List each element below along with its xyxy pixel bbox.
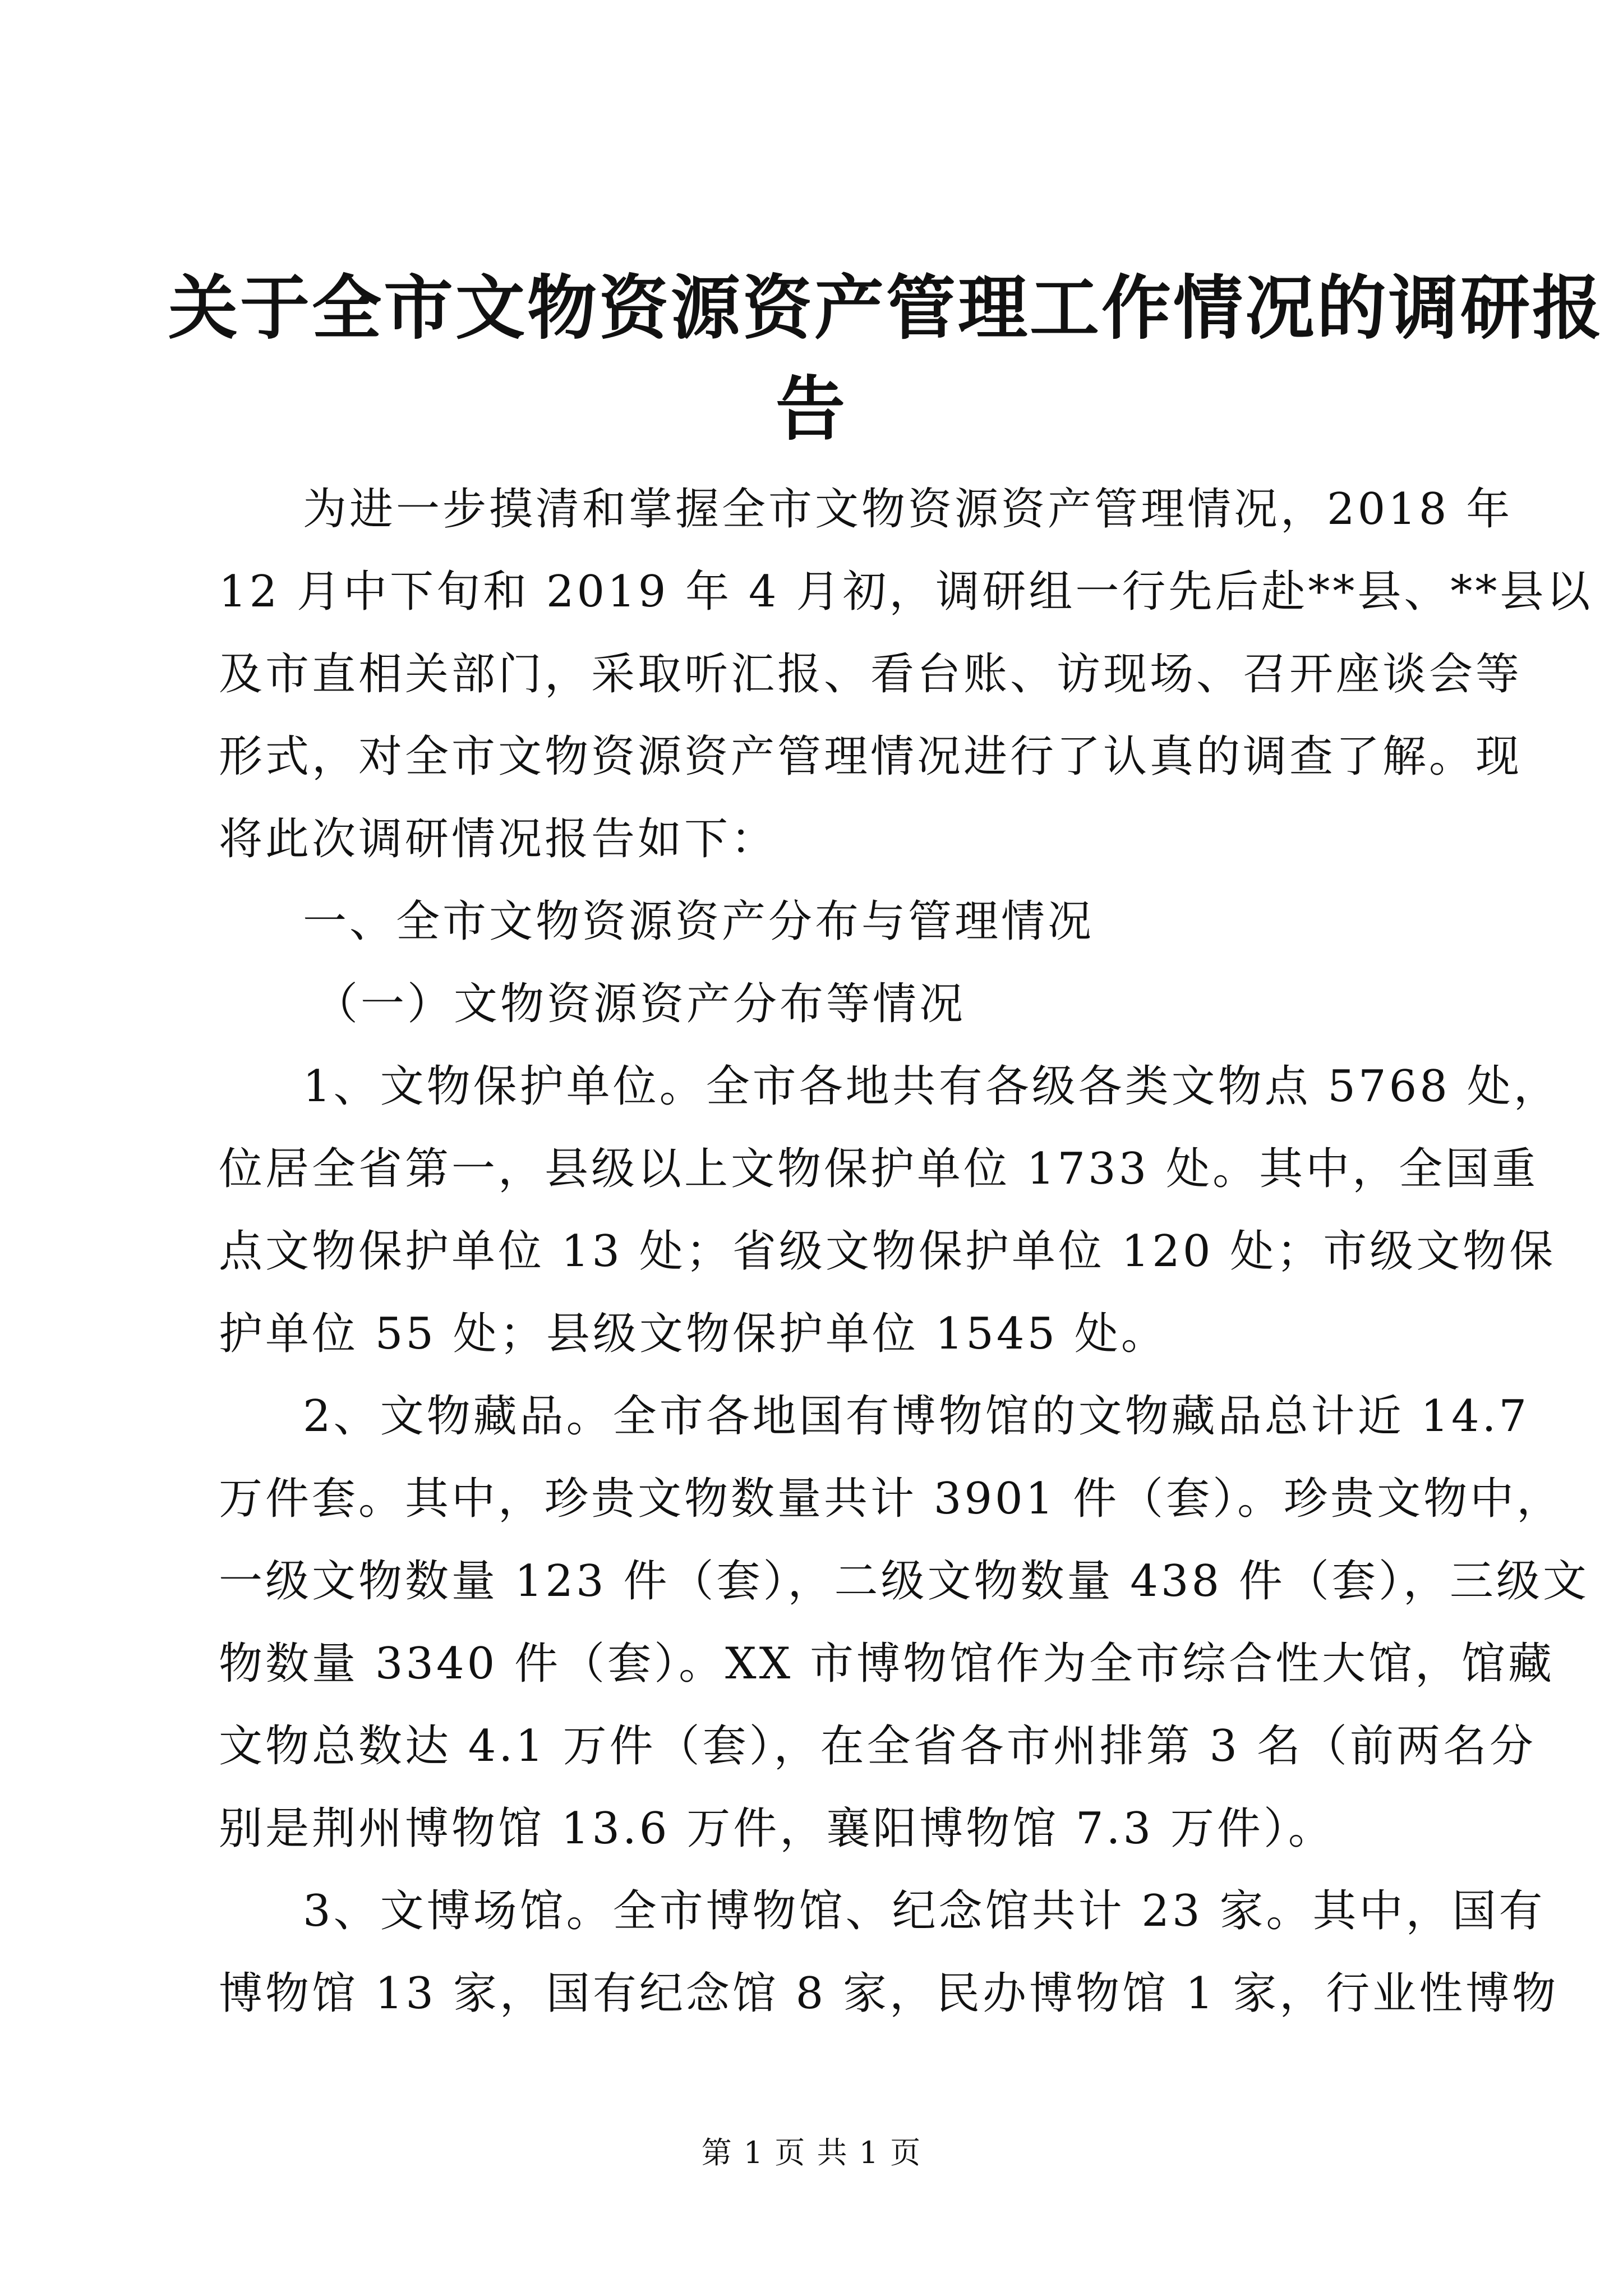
document-title-line-1: 关于全市文物资源资产管理工作情况的调研报 — [168, 268, 1604, 349]
section-heading: 一、全市文物资源资产分布与管理情况 — [303, 896, 1095, 947]
subsection-heading: （一）文物资源资产分布等情况 — [314, 979, 966, 1029]
text-line: 将此次调研情况报告如下： — [219, 814, 778, 864]
text-line: 点文物保护单位 13 处；省级文物保护单位 120 处；市级文物保 — [219, 1226, 1556, 1277]
text-line: 别是荆州博物馆 13.6 万件，襄阳博物馆 7.3 万件）。 — [219, 1803, 1335, 1854]
text-line: 一级文物数量 123 件（套），二级文物数量 438 件（套），三级文 — [219, 1556, 1589, 1607]
text-line: 物数量 3340 件（套）。XX 市博物馆作为全市综合性大馆，馆藏 — [219, 1639, 1555, 1689]
text-line: 12 月中下旬和 2019 年 4 月初，调研组一行先后赴**县、**县以 — [219, 567, 1593, 617]
text-line: 3、文博场馆。全市博物馆、纪念馆共计 23 家。其中，国有 — [303, 1886, 1546, 1936]
text-line: 位居全省第一，县级以上文物保护单位 1733 处。其中，全国重 — [219, 1144, 1539, 1194]
text-line: 及市直相关部门，采取听汇报、看台账、访现场、召开座谈会等 — [219, 649, 1523, 700]
text-line: 万件套。其中，珍贵文物数量共计 3901 件（套）。珍贵文物中， — [219, 1474, 1564, 1524]
text-line: 形式，对全市文物资源资产管理情况进行了认真的调查了解。现 — [219, 731, 1523, 782]
text-line: 为进一步摸清和掌握全市文物资源资产管理情况，2018 年 — [303, 484, 1513, 535]
text-line: 博物馆 13 家，国有纪念馆 8 家，民办博物馆 1 家，行业性博物 — [219, 1968, 1559, 2019]
text-line: 2、文物藏品。全市各地国有博物馆的文物藏品总计近 14.7 — [303, 1391, 1530, 1442]
text-line: 文物总数达 4.1 万件（套），在全省各市州排第 3 名（前两名分 — [219, 1721, 1536, 1772]
document-title-line-2: 告 — [775, 369, 847, 450]
page-footer: 第 1 页 共 1 页 — [701, 2135, 922, 2170]
text-line: 护单位 55 处；县级文物保护单位 1545 处。 — [219, 1309, 1168, 1359]
text-line: 1、文物保护单位。全市各地共有各级各类文物点 5768 处， — [303, 1061, 1560, 1112]
